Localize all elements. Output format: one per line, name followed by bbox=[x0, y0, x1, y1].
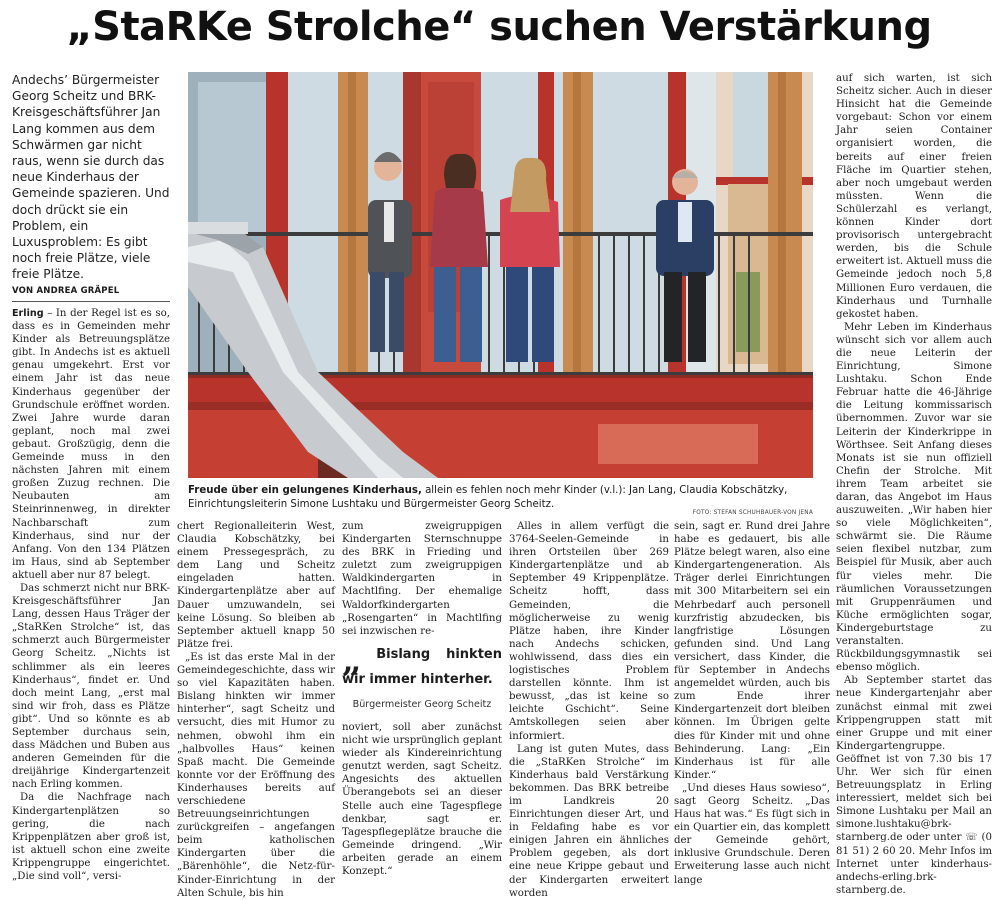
paragraph: Lang ist guten Mutes, dass die „StaRKen Strolche“ im Kinderhaus bald Verstärkung bekommen. Das BRK betreibe im Landkreis 20 Einrichtungen dieser Art, und in Feldafing habe es vor einigen Jahren ein ähnliches Problem gegeben, als dort eine neue Krippe gebaut und der Kindergarten erweitert worden bbox=[509, 743, 669, 899]
dateline: Erling bbox=[12, 308, 44, 319]
paragraph: Mehr Leben im Kinderhaus wünscht sich vor allem auch die neue Leiterin der Einrichtung, Simone Lushtaku. Schon Ende Februar hatte die 46-Jährige die Leitung kommissarisch übernommen. Zuvor war sie Leiterin der Kinderkrippe in Wörthsee. Seit Anfang dieses Monats ist sie nun offiziell Chefin der Strolche. Mit ihrem Team arbeitet sie daran, das Angebot im Haus auszuweiten. „Wir haben hier so viele Möglichkeiten“, schwärmt sie. Die Räume seien flexibel nutzbar, zum Beispiel für Musik, aber auch für vieles mehr. Die räumlichen Voraussetzungen mit Gruppenräumen und Küche ermöglichten sogar, Kindergeburtstage zu veranstalten. Rückbildungsgymnastik sei ebenso möglich. bbox=[836, 321, 992, 674]
photo-credit: FOTO: STEFAN SCHUHBAUER-VON JENA bbox=[692, 510, 813, 516]
quote-mark-icon: „ bbox=[342, 640, 362, 681]
photo-caption bbox=[188, 484, 813, 511]
paragraph: zum zweigruppigen Kindergarten Sternschnuppe des BRK in Frieding und zuletzt zum zweigruppigen Waldkindergarten in Machtlfing. Der ehemalige Waldorfkindergarten „Rosengarten“ in Machtlfing sei inzwischen re- bbox=[342, 521, 502, 637]
paragraph: noviert, soll aber zunächst nicht wie ursprünglich geplant wieder als Kindereinrichtung genutzt werden, sagt Scheitz. Angesichts des aktuellen Überangebots sei an dieser Stelle auch eine Tagespflege denkbar, sagt er. Tagespflegeplätze brauche die Gemeinde dringend. „Wir arbeiten gerade an einem Konzept.“ bbox=[342, 721, 502, 877]
paragraph: Ab September startet das neue Kindergartenjahr aber zunächst einmal mit zwei Krippengruppen statt mit einer Gruppe und mit einer Kindergartengruppe. Geöffnet ist von 7.30 bis 17 Uhr. Wer sich für einen Betreuungsplatz in Erling interessiert, meldet sich bei Simone Lushtaku per Mail an simone.lushtaku@brk-starnberg.de oder unter ☏ (0 81 51) 2 60 20. Mehr Infos im Internet unter kinderhaus-andechs-erling.brk-starnberg.de. bbox=[836, 675, 992, 896]
headline: „StaRKe Strolche“ suchen Verstärkung bbox=[66, 4, 932, 50]
pull-quote bbox=[342, 640, 502, 711]
paragraph: „Es ist das erste Mal in der Gemeindegeschichte, dass wir so viel Kapazitäten haben. Bislang hinkten wir immer hinterher“, sagt Scheitz und versucht, dies mit Humor zu nehmen, obwohl ihm ein „halbvolles Haus“ keinen Spaß macht. Die Gemeinde konnte vor der Eröffnung des Kinderhauses bereits auf verschiedene Betreuungseinrichtungen zurückgreifen – angefangen beim katholischen Kindergarten über die „Bärenhöhle“, die Netz-für-Kinder-Einrichtung in der Alten Schule, bis hin bbox=[177, 651, 335, 899]
article-column-2 bbox=[177, 520, 335, 900]
caption-lead: Freude über ein gelungenes Kinderhaus, bbox=[188, 485, 422, 496]
paragraph: „Und dieses Haus sowieso“, sagt Georg Scheitz. „Das Haus hat was.“ Es fügt sich in ein Quartier ein, das komplett der Gemeinde gehört, inklusive Grundschule. Deren Erweiterung lasse auch nicht lange bbox=[674, 782, 830, 886]
article-column-3 bbox=[342, 520, 502, 878]
article-column-6 bbox=[836, 72, 992, 897]
paragraph: auf sich warten, ist sich Scheitz sicher. Auch in dieser Hinsicht hat die Gemeinde vorgebaut: Schon vor einem Jahr seien Container organisiert worden, die bereits auf einer freien Fläche im Quartier stehen, aber noch umgebaut werden müssten. Wenn die Schülerzahl es verlangt, können Kinder dort provisorisch untergebracht werden, bis die Schule erweitert ist. Aktuell muss die Gemeinde jedoch noch 5,8 Millionen Euro verdauen, die Kinderhaus und Turnhalle gekostet haben. bbox=[836, 73, 992, 320]
article-column-5 bbox=[674, 520, 830, 887]
article-photo bbox=[188, 72, 813, 478]
article-column-1 bbox=[12, 307, 170, 883]
pull-quote-text: Bislang hinkten wir immer hinterher. bbox=[342, 646, 502, 687]
caption-text: allein es fehlen noch mehr Kinder (v.l.): Jan Lang, Claudia Kobschätzky, Einrichtungsleiterin Simone Lushtaku und Bürgermeister Georg Scheitz. bbox=[188, 485, 788, 510]
paragraph: chert Regionalleiterin West, Claudia Kobschätzky, bei einem Pressegespräch, zu dem Lang und Scheitz eingeladen hatten. Kindergartenplätze aber auf Dauer umzuwandeln, sei keine Lösung. So bleiben ab September aktuell knapp 50 Plätze frei. bbox=[177, 521, 335, 650]
paragraph: Da die Nachfrage nach Kindergartenplätzen so gering, die nach Krippenplätzen aber groß ist, ist aktuell schon eine zweite Krippengruppe eingerichtet. „Die sind voll“, versi- bbox=[12, 792, 170, 883]
paragraph: Alles in allem verfügt die 3764-Seelen-Gemeinde in ihren Ortsteilen über 269 Kindergartenplätze und ab September 49 Krippenplätze. Scheitz hofft, dass Gemeinden, die möglicherweise zu wenig Plätze haben, ihre Kinder nach Andechs schicken, wohlwissend, dass dies ein logistisches Problem darstellen könnte. Ihm ist bewusst, „das ist keine so leichte Gschicht“. Seine Amtskollegen seien aber informiert. bbox=[509, 521, 669, 742]
lead-paragraph: Andechs’ Bürgermeister Georg Scheitz und BRK-Kreisgeschäftsführer Jan Lang kommen aus dem Schwärmen gar nicht raus, wenn sie durch das neue Kinderhaus der Gemeinde spazieren. Und doch drückt sie ein Problem, ein Luxusproblem: Es gibt noch freie Plätze, viele freie Plätze. bbox=[12, 73, 170, 282]
byline: VON ANDREA GRÄPEL bbox=[12, 286, 170, 302]
paragraph: sein, sagt er. Rund drei Jahre habe es gedauert, bis alle Plätze belegt waren, also eine Kindergartengeneration. Als Träger derlei Einrichtungen mit 300 Mitarbeitern sei ein Mehrbedarf auch personell kurzfristig abzudecken, bis langfristige Lösungen gefunden sind. Und Lang versichert, dass Kinder, die für September in Andechs angemeldet würden, auch bis zum Ende ihrer Kindergartenzeit dort bleiben können. Im Übrigen gelte dies für Kinder mit und ohne Behinderung. Lang: „Ein Kinderhaus ist für alle Kinder.“ bbox=[674, 521, 830, 781]
paragraph: Das schmerzt nicht nur BRK-Kreisgeschäftsführer Jan Lang, dessen Haus Träger der „StaRKen Strolche“ ist, das schmerzt auch Bürgermeister Georg Scheitz. „Nichts ist schlimmer als ein leeres Kinderhaus“, findet er. Und doch meint Lang, „erst mal sind wir froh, dass es Plätze gibt“. Und so könnte es ab September durchaus sein, dass Mädchen und Buben aus anderen Gemeinden für die dreijährige Kindergartenzeit nach Erling kommen. bbox=[12, 582, 170, 791]
article-column-4 bbox=[509, 520, 669, 900]
pull-quote-author: Bürgermeister Georg Scheitz bbox=[352, 698, 492, 710]
paragraph: Erling – In der Regel ist es so, dass es in Gemeinden mehr Kinder als Betreuungsplätze gibt. In Andechs ist es aktuell genau umgekehrt. Erst vor einem Jahr ist das neue Kinderhaus gegenüber der Grundschule eröffnet worden. Zwei Jahre wurde daran geplant, noch mal zwei gebaut. Großzügig, denn die Gemeinde muss in den nächsten Jahren mit einem großen Zuzug rechnen. Die Neubauten am Steinrinnenweg, in direkter Nachbarschaft zum Kinderhaus, sind nur der Anfang. Von den 134 Plätzen im Haus, sind ab September aktuell aber nur 87 belegt. bbox=[12, 308, 170, 581]
